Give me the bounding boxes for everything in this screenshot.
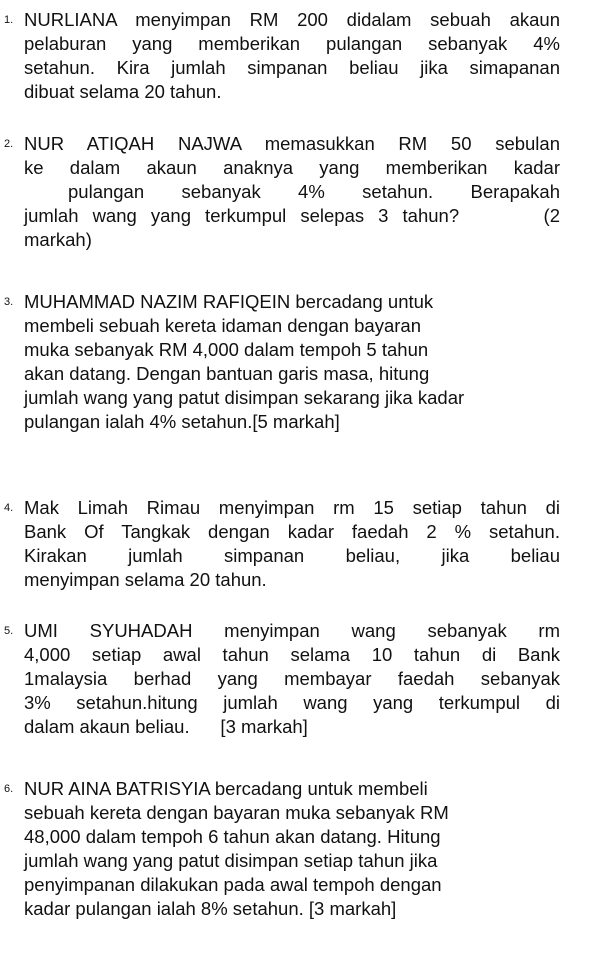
question-line: muka sebanyak RM 4,000 dalam tempoh 5 tahun bbox=[24, 339, 429, 360]
question-line: NUR ATIQAH NAJWA memasukkan RM 50 sebulan bbox=[24, 133, 560, 154]
question-line: 3% setahun.hitung jumlah wang yang terkumpul di bbox=[24, 692, 560, 713]
question-number: 2. bbox=[4, 138, 14, 150]
question-line: ke dalam akaun anaknya yang memberikan kadar bbox=[24, 157, 560, 178]
question-text bbox=[24, 496, 560, 592]
question-number: 3. bbox=[4, 296, 14, 308]
question-line: pelaburan yang memberikan pulangan sebanyak 4% bbox=[24, 33, 560, 54]
question-line: setahun. Kira jumlah simpanan beliau jika simapanan bbox=[24, 57, 560, 78]
question-line: UMI SYUHADAH menyimpan wang sebanyak rm bbox=[24, 620, 560, 641]
question-line: jumlah wang yang patut disimpan setiap tahun jika bbox=[24, 850, 438, 871]
question-line: pulangan ialah 4% setahun.[5 markah] bbox=[24, 411, 340, 432]
question-line: 48,000 dalam tempoh 6 tahun akan datang. Hitung bbox=[24, 826, 441, 847]
question-line: jumlah wang yang patut disimpan sekarang jika kadar bbox=[24, 387, 465, 408]
question-number: 6. bbox=[4, 783, 14, 795]
question-line: pulangan sebanyak 4% setahun. Berapakah bbox=[68, 181, 560, 202]
question-line: kadar pulangan ialah 8% setahun. [3 markah] bbox=[24, 898, 397, 919]
question-line: 4,000 setiap awal tahun selama 10 tahun di Bank bbox=[24, 644, 560, 665]
question-line: MUHAMMAD NAZIM RAFIQEIN bercadang untuk bbox=[24, 291, 434, 312]
question-line: Kirakan jumlah simpanan beliau, jika beliau bbox=[24, 545, 560, 566]
question-number: 4. bbox=[4, 502, 14, 514]
question-line: sebuah kereta dengan bayaran muka sebanyak RM bbox=[24, 802, 449, 823]
question-line: penyimpanan dilakukan pada awal tempoh dengan bbox=[24, 874, 442, 895]
question-4 bbox=[0, 496, 560, 592]
question-line: markah) bbox=[24, 229, 92, 250]
question-text bbox=[24, 777, 560, 921]
question-line: NURLIANA menyimpan RM 200 didalam sebuah akaun bbox=[24, 9, 560, 30]
question-line: jumlah wang yang terkumpul selepas 3 tahun? (2 bbox=[24, 205, 560, 226]
question-line: membeli sebuah kereta idaman dengan bayaran bbox=[24, 315, 421, 336]
question-5 bbox=[0, 619, 560, 739]
question-line: dalam akaun beliau. [3 markah] bbox=[24, 716, 308, 737]
question-2 bbox=[0, 132, 560, 252]
question-1 bbox=[0, 8, 560, 104]
question-line: NUR AINA BATRISYIA bercadang untuk membeli bbox=[24, 778, 428, 799]
question-number: 5. bbox=[4, 625, 14, 637]
question-text bbox=[24, 290, 560, 434]
question-line: Bank Of Tangkak dengan kadar faedah 2 % setahun. bbox=[24, 521, 560, 542]
question-3 bbox=[0, 290, 560, 434]
question-text bbox=[24, 132, 560, 252]
question-line: akan datang. Dengan bantuan garis masa, hitung bbox=[24, 363, 430, 384]
question-text bbox=[24, 619, 560, 739]
question-number: 1. bbox=[4, 14, 14, 26]
question-line: 1malaysia berhad yang membayar faedah sebanyak bbox=[24, 668, 560, 689]
question-6 bbox=[0, 777, 560, 921]
question-line: Mak Limah Rimau menyimpan rm 15 setiap tahun di bbox=[24, 497, 560, 518]
question-line: dibuat selama 20 tahun. bbox=[24, 81, 222, 102]
question-line: menyimpan selama 20 tahun. bbox=[24, 569, 267, 590]
question-text bbox=[24, 8, 560, 104]
